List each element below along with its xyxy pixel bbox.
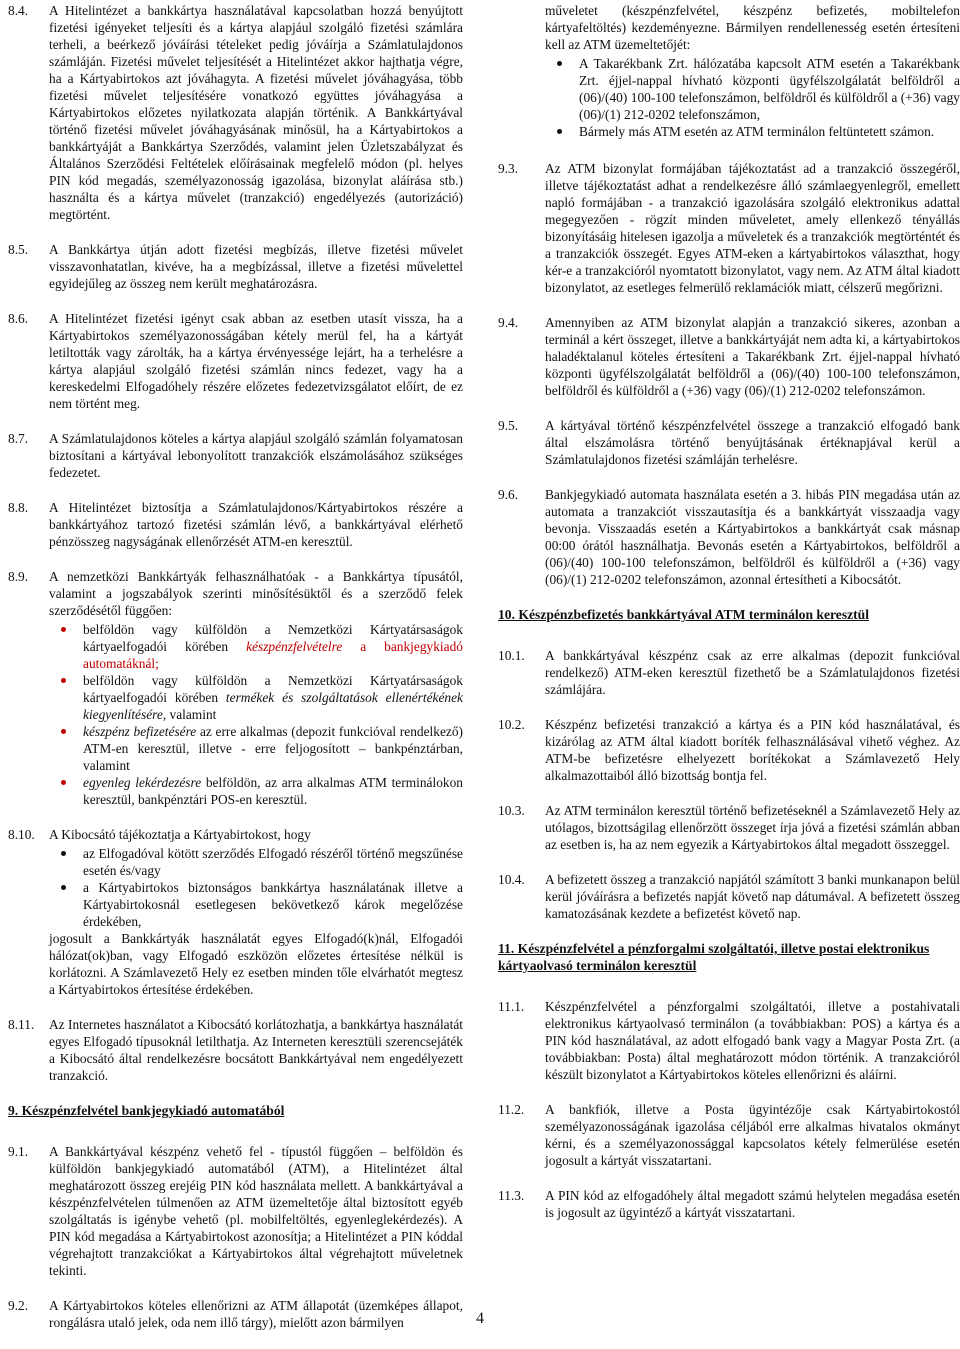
section-heading-9: 9. Készpénzfelvétel bankjegykiadó automatából (8, 1103, 285, 1118)
section-number: 11.2. (498, 1102, 525, 1117)
bullet-text: belföldön vagy külföldön a Nemzetközi Kártyatársaságok kártyaelfogadói körében (83, 673, 463, 705)
section-text: Amennyiben az ATM bizonylat alapján a tranzakció sikeres, azonban a terminál a kért összeget, illetve a bankkártyáját nem adta ki, a kártyabirtokos haladéktalanul köteles értesíteni a Takarékbank Zrt. éjjel-nappal hívható központi ügyfélszolgálatát belföldről a (06)/(40) 100-100 telefonszámon, belföldről és külföldről a (+36) vagy (06)/(1) 212-0202 telefonszámon. (545, 315, 960, 398)
section-10-2 (498, 716, 960, 784)
section-number: 8.7. (8, 431, 29, 446)
list-item (49, 774, 463, 808)
list-item: A Takarékbank Zrt. hálózatába kapcsolt ATM esetén a Takarékbank Zrt. éjjel-nappal hívható központi ügyfélszolgálatát belföldről a (06)/(40) 100-100 telefonszámon, belföldről és külföldről a (+36) vagy (06)/(1) 212-0202 telefonszámon, (545, 55, 960, 123)
section-number: 8.6. (8, 311, 29, 326)
section-8-9 (8, 568, 463, 808)
section-text: Az Internetes használatot a Kibocsátó korlátozhatja, a bankkártya használatát egyes Elfogadó típusoknál letilthatja. Az Interneten keresztüli szerencsejáték a Kibocsátó által rendelkezésre bocsátott Bankkártyával nem engedélyezett tranzakció. (49, 1017, 463, 1083)
list-item (49, 621, 463, 672)
section-number: 8.5. (8, 242, 29, 257)
section-text: A Bankkártyával készpénz vehető fel - típustól függően – belföldön és külföldön bankjegykiadó automatából (ATM), a Hitelintézet által meghatározott összeg erejéig PIN kód használata mellett. A bankkártyával a készpénzfelvételen túlmenően az ATM üzemeltetője által biztosított egyéb szolgáltatás is igénybe vehető (pl. mobilfeltöltés, egyenleglekérdezés). A PIN kód megadása a Kártyabirtokost azonosítja; a Hitelintézet a PIN kóddal végrehajtott tranzakciókat a Kártyabirtokos által végrehajtott műveletnek tekinti. (49, 1144, 463, 1278)
section-number: 9.4. (498, 315, 519, 330)
bullet-text-tail: a bankjegykiadó automatáknál; (83, 639, 463, 671)
section-body (49, 568, 463, 808)
section-10-4 (498, 871, 960, 922)
section-11-3 (498, 1187, 960, 1221)
section-11-1 (498, 998, 960, 1083)
section-number: 9.1. (8, 1144, 29, 1159)
usage-list (49, 621, 463, 808)
section-text: A kártyával történő készpénzfelvétel összege a tranzakció elfogadó bank által elszámolásra történő benyújtásának értéknapjával kerül a Számlatulajdonos fizetési számláján terhelésre. (545, 418, 960, 467)
list-item: Bármely más ATM esetén az ATM terminálon feltüntetett számon. (545, 123, 960, 140)
section-number: 11.1. (498, 999, 525, 1014)
bullet-text: belföldön vagy külföldön a Nemzetközi Kártyatársaságok kártyaelfogadói körében (83, 622, 463, 654)
section-text: Bankjegykiadó automata használata esetén a 3. hibás PIN megadása után az automata a tranzakciót visszautasítja és a bankkártyát visszaadja vagy bevonja. Visszaadás esetén a Kártyabirtokos a bankkártyát csak másnap 00:00 órától használhatja. Bevonás esetén a Kártyabirtokos, belföldről a (06)/(40) 100-100 telefonszámon, belföldről és külföldről a (+36) vagy (06)/(1) 212-0202 telefonszámon, azonnal értesítheti a Kibocsátót. (545, 487, 960, 587)
bullet-emphasis: egyenleg lekérdezésre (83, 775, 202, 790)
left-column (8, 2, 463, 1349)
list-item (49, 672, 463, 723)
atm-contact-list (545, 55, 960, 140)
section-text: A Hitelintézet a bankkártya használatával kapcsolatban hozzá benyújtott fizetési igényeket teljesíti és a kártya alapjául szolgáló fizetési számlára terheli, a beérkező jóváírási tételeket pedig jóváírja a Számlatulajdonos számláján. Fizetési művelet teljesítését a Hitelintézet akkor hajthatja végre, ha a Kártyabirtokos azt jóváhagyta. A fizetési művelet jóváhagyása, több fizetési művelet teljesítésére vonatkozó együttes jóváhagyása a Kártyabirtokos előzetes nyilatkozata alapján történik. A Bankkártyával történő fizetési művelet jóváhagyásának minősül, ha a Kártyabirtokos a bankkártyáját a Bankkártya Szerződés, valamint jelen Üzletszabályzat és Általános Szerződési Feltételek előírásainak megfelelő módon (pl. helyes PIN kód megadás, személyazonosság igazolása, bizonylat aláírása stb.) használta és a kártya művelet (tranzakció) engedélyezés (autorizáció) megtörtént. (49, 3, 463, 222)
section-8-4 (8, 2, 463, 223)
right-column (498, 2, 960, 1239)
section-number: 9.6. (498, 487, 519, 502)
section-11-2 (498, 1101, 960, 1169)
section-10-3 (498, 802, 960, 853)
bullet-text-tail: , valamint (162, 707, 217, 722)
section-heading-10: 10. Készpénzbefizetés bankkártyával ATM terminálon keresztül (498, 607, 870, 622)
section-number: 9.2. (8, 1298, 29, 1313)
section-8-5 (8, 241, 463, 292)
section-text: Készpénzfelvétel a pénzforgalmi szolgáltatói, illetve a postahivatali elektronikus kártyaolvasó terminálon (a továbbiakban: POS) a kártya és a PIN kód használatával, az adott elfogadó bank vagy a Magyar Posta Zrt. (a továbbiakban: Posta) által meghatározott módon történik. A tranzakcióról készült bizonylatot a Kártyabirtokos köteles ellenőrizni és aláírni. (545, 999, 960, 1082)
section-number: 8.4. (8, 3, 29, 18)
section-9-6 (498, 486, 960, 588)
bullet-emphasis: készpénzfelvételre (246, 639, 343, 654)
section-number: 10.3. (498, 803, 525, 818)
section-text: műveletet (készpénzfelvétel, készpénz befizetés, mobiltelefon kártyafeltöltés) kezdeményezne. Bármilyen rendellenesség esetén értesíteni kell az ATM üzemeltetőjét: (545, 3, 960, 52)
page-number: 4 (476, 1310, 484, 1327)
section-number: 10.2. (498, 717, 525, 732)
section-8-6 (8, 310, 463, 412)
section-number: 10.4. (498, 872, 525, 887)
section-number: 11.3. (498, 1188, 525, 1203)
section-number: 9.3. (498, 161, 519, 176)
section-text: A bankkártyával készpénz csak az erre alkalmas (depozit funkcióval rendelkező) ATM-eken keresztül fizethető be a Számlatulajdonos fizetési számlájára. (545, 648, 960, 697)
section-8-8 (8, 499, 463, 550)
section-8-7 (8, 430, 463, 481)
section-9-2-continued (498, 2, 960, 140)
section-text: A Hitelintézet biztosítja a Számlatulajdonos/Kártyabirtokos részére a bankkártyához tartozó fizetési számlán lévő, a bankkártyával elérhető pénzösszeg nagyságának ellenőrzését ATM-en keresztül. (49, 500, 463, 549)
section-number: 9.5. (498, 418, 519, 433)
section-number: 8.11. (8, 1017, 35, 1032)
list-item (49, 723, 463, 774)
section-9-5 (498, 417, 960, 468)
section-9-4 (498, 314, 960, 399)
section-text: A bankfiók, illetve a Posta ügyintézője csak Kártyabirtokostól személyazonosságának igazolása céljából erre alkalmas hivatalos okmányt kérni, és a személyazonossággal kapcsolatos kétely felmerülése esetén jogosult a kártyát visszatartani. (545, 1102, 960, 1168)
section-number: 8.9. (8, 569, 29, 584)
section-text: A Kibocsátó tájékoztatja a Kártyabirtokost, hogy (49, 827, 311, 842)
section-text: A Bankkártya útján adott fizetési megbízás, illetve fizetési művelet visszavonhatatlan, kivéve, ha a megbízással, illetve a fizetési művelettel egyidejűleg az összeg nem került meghatározásra. (49, 242, 463, 291)
section-number: 10.1. (498, 648, 525, 663)
section-9-1 (8, 1143, 463, 1279)
section-text: A Kártyabirtokos köteles ellenőrizni az ATM állapotát (üzemképes állapot, rongálásra utaló jelek, oda nem illő tárgy), mielőtt azon bármilyen (49, 1298, 463, 1330)
bullet-emphasis: készpénz befizetésére (83, 724, 197, 739)
bullet-text-tail: az erre alkalmas (depozit funkcióval rendelkező) ATM-en keresztül, illetve - erre feljogosított – bankpénztárban, valamint (83, 724, 464, 773)
section-text: A PIN kód az elfogadóhely által megadott számú helytelen megadása esetén is jogosult az ügyintéző a kártyát visszatartani. (545, 1188, 960, 1220)
section-8-10 (8, 826, 463, 998)
section-text: Az ATM bizonylat formájában tájékoztatást ad a tranzakció összegéről, illetve tájékoztatást adhat a rendelkezésre álló számlaegyenlegről, emellett napló formájában - a tranzakció igazolására szolgáló elektronikus adattal megegyezően - rögzít minden műveletet, amely ellenkező tényállás bizonyításáig hitelesen igazolja a műveletek és a tranzakciók megtörténtét és a tranzakciók összegét. Egyes ATM-eken a kártyabirtokos választhat, hogy kér-e a tranzakcióról nyomtatott bizonylatot, vagy nem. Az ATM által kiadott bizonylatot, az esetleges felmerülő reklamációk miatt, célszerű megőrizni. (545, 161, 960, 295)
section-text-after: jogosult a Bankkártyák használatát egyes Elfogadó(k)nál, Elfogadói hálózat(ok)ban, vagy Elfogadó eszközön előzetes értesítése nélkül is korlátozni. A Számlavezető Hely ez esetben minden tőle elvárhatót megtesz a Kártyabirtokos értesítése érdekében. (49, 931, 463, 997)
section-9-3 (498, 160, 960, 296)
notice-list (49, 845, 463, 930)
section-number: 8.10. (8, 827, 35, 842)
section-text: A nemzetközi Bankkártyák felhasználhatóak - a Bankkártya típusától, valamint a jogszabályok szerinti minősítésüktől és a szerződő felek szerződésétől függően: (49, 569, 463, 618)
list-item: az Elfogadóval kötött szerződés Elfogadó részéről történő megszűnése esetén és/vagy (49, 845, 463, 879)
section-10-1 (498, 647, 960, 698)
list-item: a Kártyabirtokos biztonságos bankkártya használatának illetve a Kártyabirtokosnál esetlegesen bekövetkező károk megelőzése érdekében, (49, 879, 463, 930)
section-body (545, 2, 960, 140)
bullet-emphasis: termékek és szolgáltatások ellenértékének kiegyenlítésére (83, 690, 463, 722)
section-text: Készpénz befizetési tranzakció a kártya és a PIN kód használatával, és kizárólag az ATM által kiadott boríték felhasználásával vihető véghez. Az ATM-be befizetésre elhelyezett borítékokat a Számlavezető Hely alkalmazottaiból álló bizottság bontja fel. (545, 717, 960, 783)
section-text: Az ATM terminálon keresztül történő befizetéseknél a Számlavezető Hely az utólagos, bizottságilag ellenőrzött összeget írja jóvá a fizetési számlán abban az esetben is, ha az nem egyezik a Kártyabirtokos által megadott összeggel. (545, 803, 960, 852)
bullet-text-tail: belföldön, az arra alkalmas ATM terminálokon keresztül, bankpénztári POS-en keresztül. (83, 775, 463, 807)
section-text: A Számlatulajdonos köteles a kártya alapjául szolgáló számlán folyamatosan biztosítani a kártyával lebonyolított tranzakciók elszámolásához szükséges fedezetet. (49, 431, 463, 480)
section-number: 8.8. (8, 500, 29, 515)
section-number-spacer (498, 2, 545, 140)
section-text: A befizetett összeg a tranzakció napjától számított 3 banki munkanapon belül kerül jóváírásra a befizetés napját követő nap dátumával. A befizetett összeg kamatozásának kezdete a befizetést követő nap. (545, 872, 960, 921)
section-body (49, 826, 463, 998)
section-heading-11: 11. Készpénzfelvétel a pénzforgalmi szolgáltatói, illetve postai elektronikus kártyaolvasó terminálon keresztül (498, 941, 930, 973)
section-8-11 (8, 1016, 463, 1084)
section-text: A Hitelintézet fizetési igényt csak abban az esetben utasít vissza, ha a Kártyabirtokos személyazonosságában kétely merül fel, ha a kártyát letiltották vagy zárolták, ha a kártya érvényessége lejárt, ha a terhelésre a kártya alapjául szolgáló fizetési számlán nincs fedezet, vagy ha a kereskedelmi Elfogadóhely részére előzetes fedezetvizsgálatot előírt, de ez nem történt meg. (49, 311, 463, 411)
